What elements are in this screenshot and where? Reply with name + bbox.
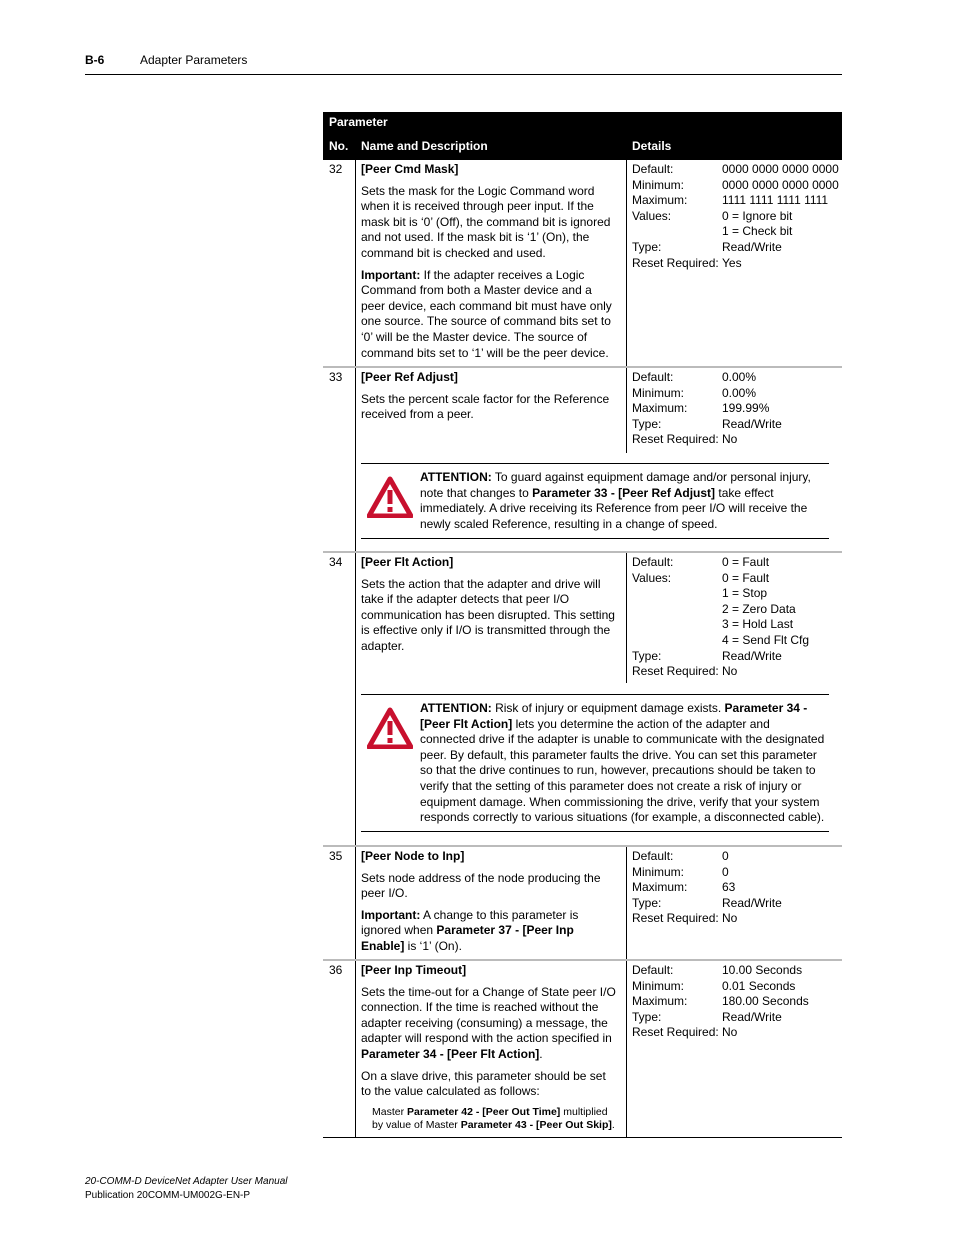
detail-value: 0.00% (722, 370, 757, 384)
formula-param-42: Parameter 42 - [Peer Out Time] (407, 1105, 561, 1118)
table-row (323, 368, 842, 553)
attention-box (361, 694, 829, 832)
detail-value: 0 (722, 849, 729, 863)
detail-key: Maximum: (632, 880, 688, 895)
desc-text-a: Sets the time-out for a Change of State peer I/O connection. If the time is reached without the adapter receiving (consuming) a message, the adapter will respond with the action specified in (361, 984, 616, 1046)
param-desc-text: Sets the percent scale factor for the Reference received from a peer. (361, 391, 610, 422)
detail-key: Minimum: (632, 177, 685, 192)
detail-key: Values: (632, 570, 672, 585)
attention-box (361, 463, 829, 539)
attention-text-c: lets you determine the action of the adapter and connected drive if the adapter is unable to communicate with the designated peer. By default, this parameter faults the drive. You can set this parameter so that the drive continues to run, however, precautions should be taken to verify that the setting of this parameter does not create a risk of injury or equipment damage. When commissioning the drive, verify that your system responds correctly to various situations (for example, a disconnected cable). (420, 716, 825, 825)
detail-line (632, 370, 842, 386)
param-desc-text-2: On a slave drive, this parameter should be set to the value calculated as follows: (361, 1068, 606, 1099)
detail-line (632, 963, 842, 979)
desc-text-c: . (539, 1046, 543, 1061)
param-details (632, 162, 842, 271)
detail-line (632, 979, 842, 995)
header-rule (85, 74, 842, 75)
table-row (323, 961, 842, 1138)
detail-key: Reset Required: (632, 911, 719, 926)
detail-line (632, 178, 842, 194)
param-important (361, 908, 619, 955)
detail-value: No (722, 911, 738, 926)
detail-key: Minimum: (632, 864, 685, 879)
detail-value: 0000 0000 0000 0000 (722, 162, 839, 176)
param-important (361, 268, 619, 362)
attention-label: ATTENTION: (420, 470, 492, 484)
detail-value: Read/Write (722, 416, 782, 431)
column-divider (626, 961, 627, 1137)
detail-key: Values: (632, 208, 672, 223)
param-details (632, 849, 842, 927)
table-row (323, 553, 842, 847)
param-name: [Peer Ref Adjust] (361, 370, 458, 384)
param-number: 33 (329, 370, 343, 384)
detail-value: 3 = Hold Last (722, 617, 794, 632)
formula-text (372, 1106, 619, 1132)
param-details (632, 555, 842, 680)
detail-key: Maximum: (632, 401, 688, 416)
footer-manual-title: 20-COMM-D DeviceNet Adapter User Manual (85, 1176, 288, 1187)
detail-key: Reset Required: (632, 255, 719, 270)
detail-value: 1 = Check bit (722, 224, 793, 239)
detail-key: Reset Required: (632, 432, 719, 447)
parameter-table (323, 112, 842, 1138)
detail-value: 0 (722, 864, 729, 879)
detail-key: Default: (632, 370, 674, 384)
param-description (361, 849, 619, 961)
detail-value: 1111 1111 1111 1111 (722, 193, 829, 208)
param-desc-text: Sets the mask for the Logic Command word when it is received through peer input. If the mask bit is ‘0’ (Off), the command bit is ignored and not used. If the mask bit is ‘1’ (On), the command bit is checked and used. (361, 183, 611, 260)
detail-line (632, 865, 842, 881)
important-label: Important: (361, 907, 421, 922)
detail-value: No (722, 432, 738, 447)
detail-value: 180.00 Seconds (722, 994, 809, 1009)
detail-line (632, 664, 842, 680)
page-number: B-6 (85, 53, 105, 67)
param-details (632, 370, 842, 448)
important-text-c: is ‘1’ (On). (404, 938, 462, 953)
detail-value: No (722, 664, 738, 679)
detail-key (632, 617, 722, 633)
table-row (323, 847, 842, 961)
important-text: If the adapter receives a Logic Command from both a Master device and a peer device, each command bit must have only one source. The source of command bits set to ‘0’ will be the Master device. The source of command bits set to ‘1’ will be the peer device. (361, 267, 612, 360)
detail-line (632, 224, 842, 240)
detail-value: 10.00 Seconds (722, 963, 803, 977)
param-name: [Peer Node to Inp] (361, 849, 465, 863)
detail-value: 199.99% (722, 401, 770, 416)
important-text-a: A change to this parameter is ignored when (361, 907, 579, 938)
detail-value: Read/Write (722, 239, 782, 254)
column-divider (355, 847, 356, 959)
detail-key: Type: (632, 239, 662, 254)
detail-value: 63 (722, 880, 736, 895)
attention-param-ref: Parameter 34 - [Peer Flt Action] (420, 701, 808, 731)
detail-line (632, 602, 842, 618)
detail-line (632, 649, 842, 665)
important-label: Important: (361, 267, 421, 282)
detail-value: 0 = Ignore bit (722, 208, 793, 223)
formula-c: multiplied by value of Master (372, 1105, 608, 1131)
detail-value: Read/Write (722, 895, 782, 910)
detail-key: Reset Required: (632, 664, 719, 679)
detail-key: Type: (632, 648, 662, 663)
footer-publication: Publication 20COMM-UM002G-EN-P (85, 1190, 251, 1201)
column-divider (626, 553, 627, 683)
detail-line (632, 571, 842, 587)
desc-param-ref: Parameter 34 - [Peer Flt Action] (361, 1046, 540, 1061)
detail-line (632, 256, 842, 272)
detail-key: Maximum: (632, 994, 688, 1009)
param-name: [Peer Inp Timeout] (361, 963, 467, 977)
detail-key: Type: (632, 1009, 662, 1024)
attention-text-c: take effect immediately. A drive receiving its Reference from peer I/O will receive the newly scaled Reference, resulting in a change of speed. (420, 485, 808, 531)
detail-line (632, 896, 842, 912)
param-description (361, 162, 619, 367)
detail-value: Read/Write (722, 1009, 782, 1024)
detail-value: No (722, 1025, 738, 1040)
column-divider (355, 553, 356, 845)
detail-key: Reset Required: (632, 1025, 719, 1040)
detail-key (632, 602, 722, 618)
detail-key: Type: (632, 416, 662, 431)
detail-key: Maximum: (632, 193, 688, 208)
detail-line (632, 193, 842, 209)
detail-key: Type: (632, 895, 662, 910)
param-number: 32 (329, 162, 343, 176)
detail-value: 0.00% (722, 385, 757, 400)
param-name: [Peer Cmd Mask] (361, 162, 459, 176)
detail-line (632, 432, 842, 448)
param-name: [Peer Flt Action] (361, 555, 454, 569)
header-no: No. (329, 139, 349, 153)
detail-value: 0 = Fault (722, 555, 770, 569)
detail-value: 4 = Send Flt Cfg (722, 632, 810, 647)
attention-text (420, 470, 825, 532)
detail-line (632, 586, 842, 602)
warning-triangle-icon (367, 707, 413, 749)
detail-line (632, 417, 842, 433)
detail-key (632, 586, 722, 602)
detail-line (632, 994, 842, 1010)
detail-key (632, 224, 722, 240)
detail-line (632, 386, 842, 402)
detail-line (632, 401, 842, 417)
column-divider (355, 160, 356, 366)
column-divider (626, 847, 627, 959)
detail-key (632, 633, 722, 649)
param-desc-text (361, 985, 619, 1063)
detail-line (632, 911, 842, 927)
table-header (323, 112, 842, 160)
column-divider (355, 368, 356, 551)
detail-line (632, 849, 842, 865)
detail-key: Default: (632, 849, 674, 863)
column-divider (626, 368, 627, 453)
header-details: Details (632, 139, 672, 153)
detail-line (632, 209, 842, 225)
detail-key: Default: (632, 963, 674, 977)
formula-param-43: Parameter 43 - [Peer Out Skip] (460, 1118, 612, 1131)
detail-key: Minimum: (632, 978, 685, 993)
attention-text (420, 701, 825, 826)
detail-line (632, 555, 842, 571)
param-desc-text: Sets node address of the node producing the peer I/O. (361, 870, 601, 901)
section-title: Adapter Parameters (140, 53, 248, 67)
detail-line (632, 880, 842, 896)
attention-text-a: To guard against equipment damage and/or personal injury, note that changes to (420, 470, 811, 500)
param-description (361, 963, 619, 1132)
param-number: 35 (329, 849, 343, 863)
header-name-description: Name and Description (361, 139, 488, 153)
formula-e: . (611, 1118, 615, 1131)
formula-a: Master (372, 1105, 408, 1118)
column-divider (626, 160, 627, 366)
detail-value: Yes (722, 255, 742, 270)
header-parameter: Parameter (329, 115, 388, 129)
detail-value: 0 = Fault (722, 570, 770, 585)
detail-value: 2 = Zero Data (722, 601, 796, 616)
detail-value: 1 = Stop (722, 586, 768, 601)
important-param-ref: Parameter 37 - [Peer Inp Enable] (361, 923, 574, 953)
param-details (632, 963, 842, 1041)
detail-key: Default: (632, 162, 674, 176)
detail-line (632, 633, 842, 649)
column-divider (355, 961, 356, 1137)
param-number: 34 (329, 555, 343, 569)
detail-line (632, 617, 842, 633)
detail-line (632, 240, 842, 256)
detail-line (632, 1010, 842, 1026)
detail-line (632, 1025, 842, 1041)
param-desc-text: Sets the action that the adapter and drive will take if the adapter detects that peer I/O communication has been disrupted. This setting is effective only if I/O is transmitted through the adapter. (361, 576, 615, 653)
detail-value: 0000 0000 0000 0000 (722, 177, 839, 192)
detail-value: Read/Write (722, 648, 782, 663)
warning-triangle-icon (367, 476, 413, 518)
attention-text-a: Risk of injury or equipment damage exists. (491, 701, 725, 715)
param-number: 36 (329, 963, 343, 977)
param-description (361, 370, 619, 429)
detail-key: Default: (632, 555, 674, 569)
detail-line (632, 162, 842, 178)
detail-key: Minimum: (632, 385, 685, 400)
attention-param-ref: Parameter 33 - [Peer Ref Adjust] (532, 485, 716, 500)
detail-value: 0.01 Seconds (722, 978, 796, 993)
attention-label: ATTENTION: (420, 701, 492, 715)
param-description (361, 555, 619, 661)
table-row (323, 160, 842, 368)
